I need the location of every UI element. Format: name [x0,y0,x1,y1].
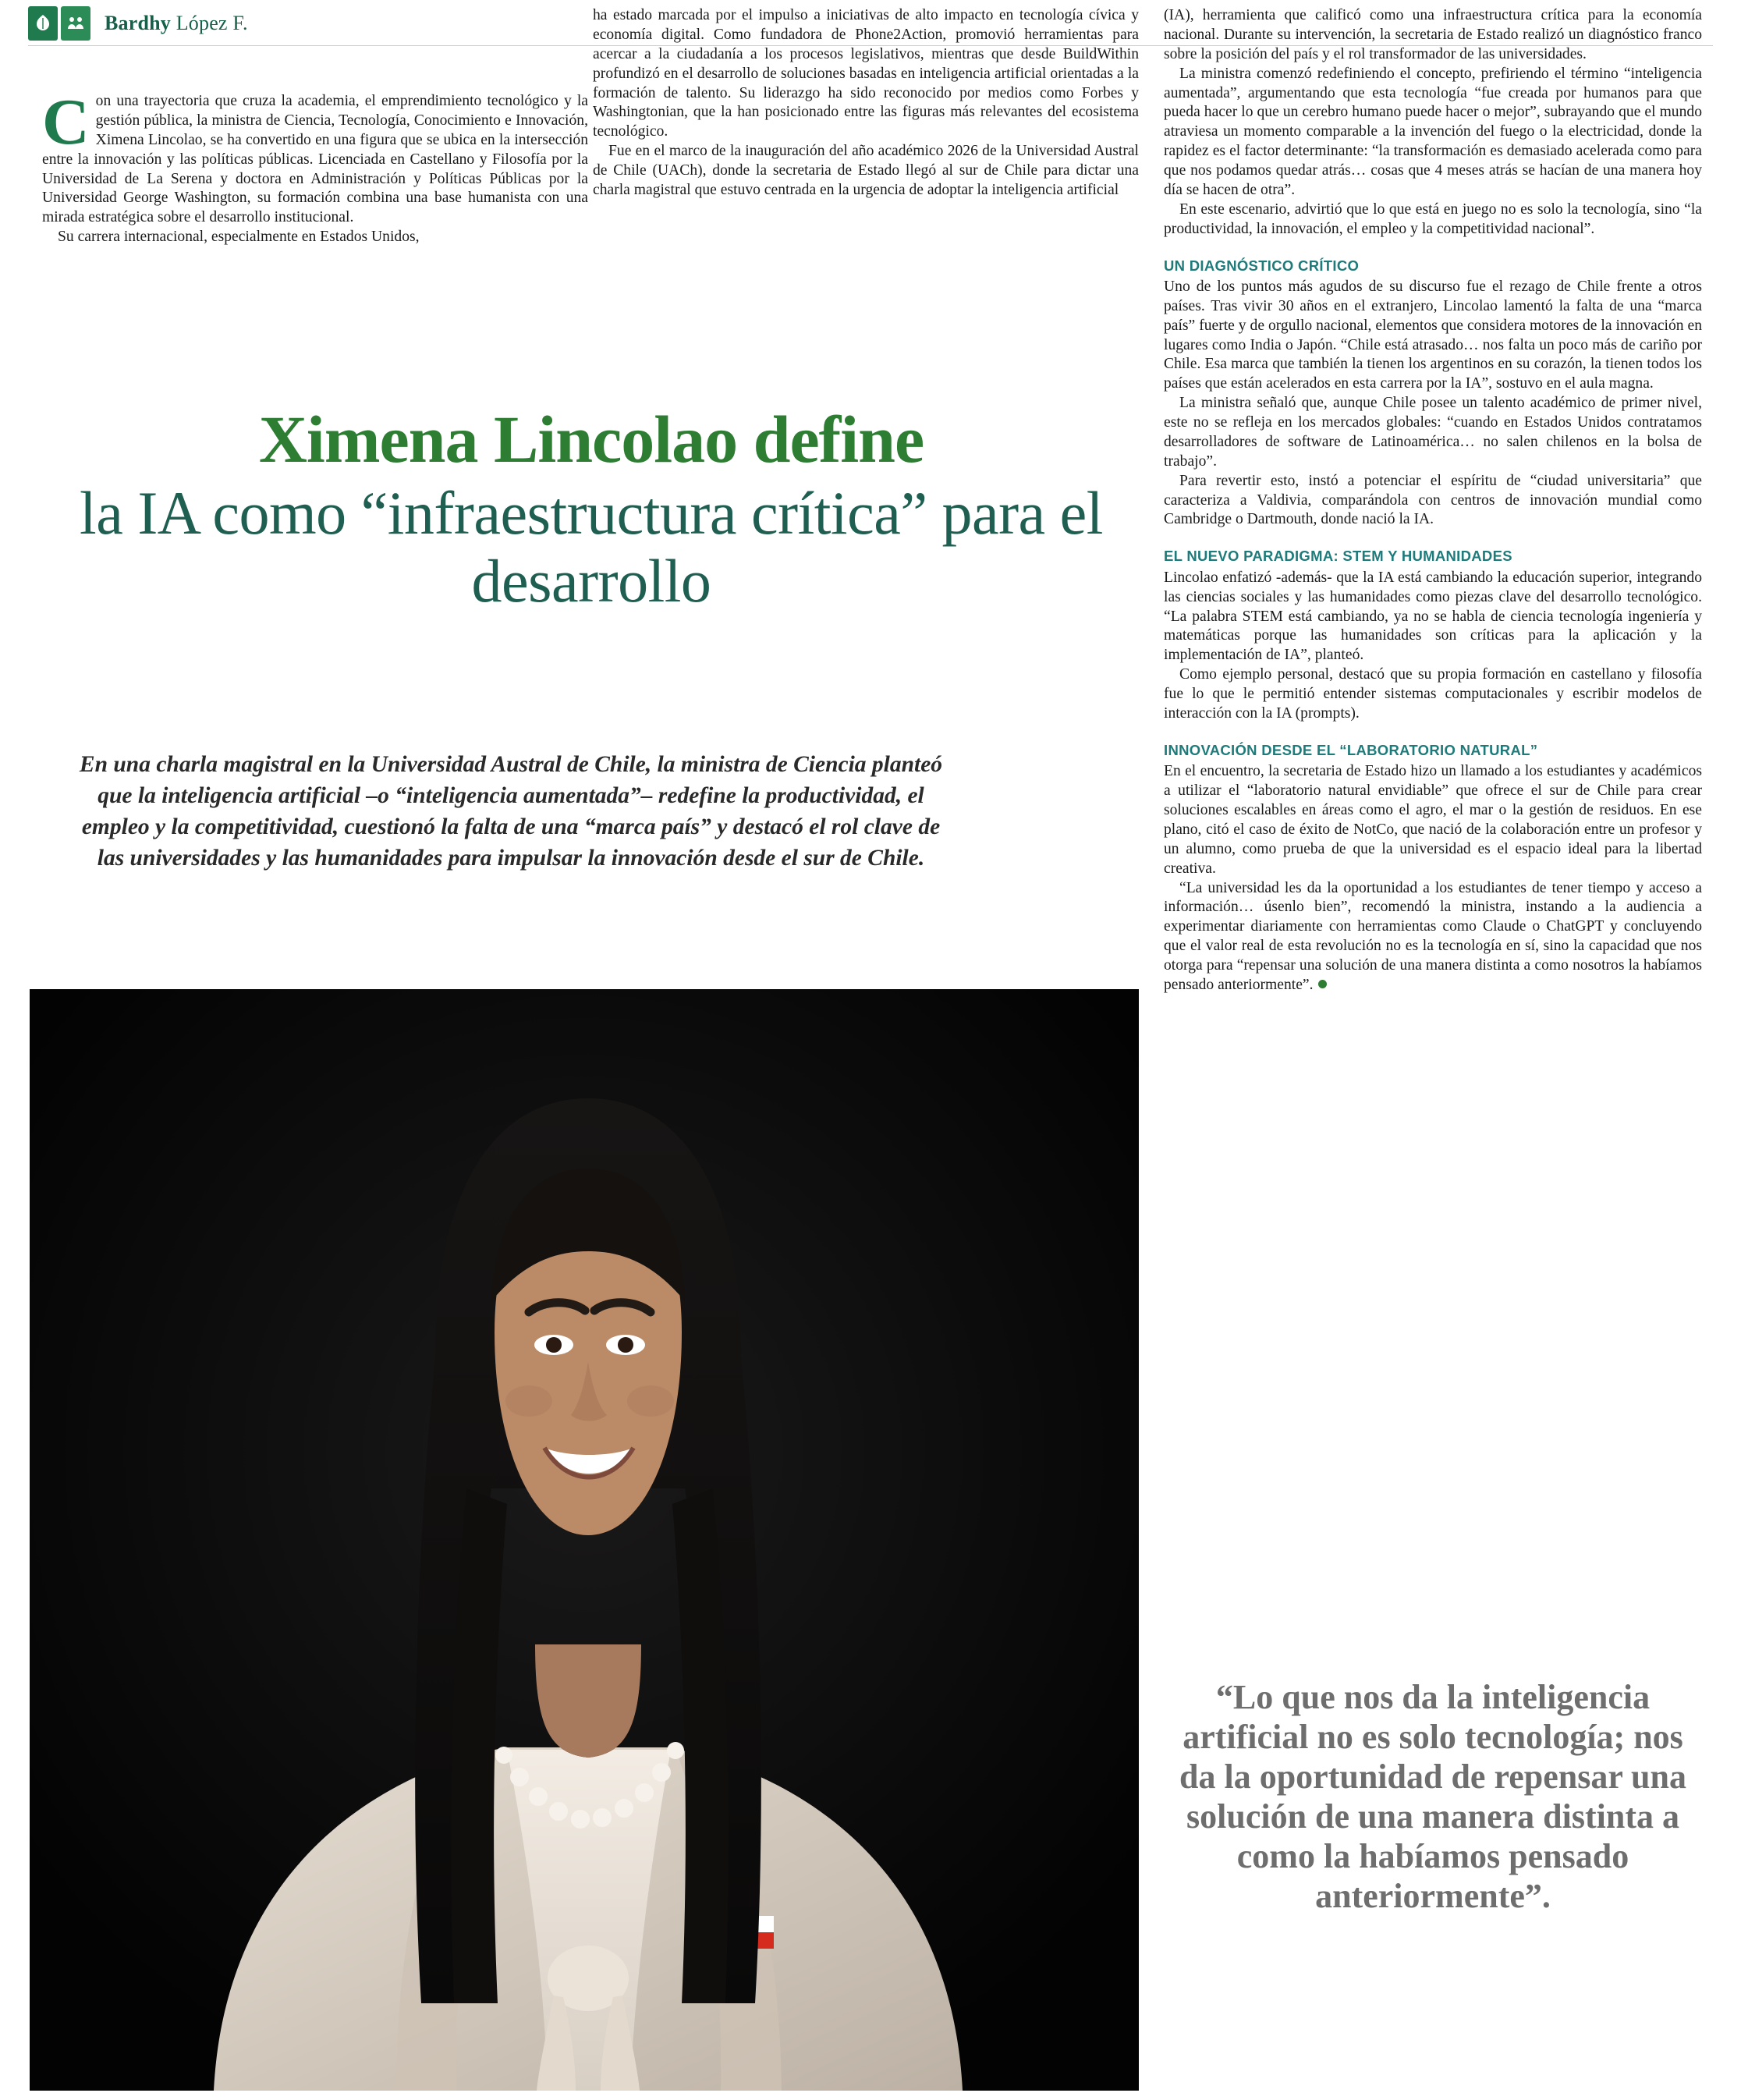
paragraph: Con una trayectoria que cruza la academia, el emprendimiento tecnológico y la gestión pública, la ministra de Ciencia, Tecnología, Conocimiento e Innovación, Ximena Lincolao, se ha convertido en una figura que se ubica en la intersección entre la innovación y las políticas públicas. Licenciada en Castellano y Filosofía por la Universidad de La Serena y doctora en Administración y Políticas Públicas por la Universidad George Washington, su formación combina una base humanista con una mirada estratégica sobre el desarrollo institucional. [42,86,588,226]
paragraph-text: “La universidad les da la oportunidad a los estudiantes de tener tiempo y acceso a información… úsenlo bien”, recomendó la ministra, instando a la audiencia a experimentar diariamente con herramientas como Claude o ChatGPT y concluyendo que el valor real de esta revolución no es la tecnología en sí, sino la capacidad que nos otorga para “repensar una solución de una manera distinta a como nosotros la habíamos pensado anteriormente”. [1164,879,1702,993]
standfirst: En una charla magistral en la Universidad Austral de Chile, la ministra de Ciencia planteó que la inteligencia artificial –o “inteligencia aumentada”– redefine la productividad, el empleo y la competitividad, cuestionó la falta de una “marca país” y destacó el rol clave de las universidades y las humanidades para impulsar la innovación desde el sur de Chile. [79,752,943,871]
recycle-leaf-icon [28,6,58,41]
headline-line-2: la IA como “infraestructura crítica” para el desarrollo [80,478,1103,615]
body-column-1 [42,86,588,247]
paragraph: La ministra señaló que, aunque Chile posee un talento académico de primer nivel, este no se refleja en los mercados globales: “cuando en Estados Unidos contratamos desarrolladores de software de Latinoamérica… no salen chilenos en la bolsa de trabajo”. [1164,395,1702,470]
paragraph: ha estado marcada por el impulso a iniciativas de alto impacto en tecnología cívica y economía digital. Como fundadora de Phone2Action, promovió herramientas para acercar a la ciudadanía a los procesos legislativos, mientras que desde BuildWithin profundizó en el desarrollo de soluciones basadas en inteligencia artificial orientadas a la formación de talento. Su liderazgo ha sido reconocido por medios como Forbes y Washingtonian, que la han posicionado entre las figuras más relevantes del ecosistema tecnológico. [593,7,1139,140]
paragraph: Para revertir esto, instó a potenciar el espíritu de “ciudad universitaria” que caracteriza a Valdivia, comparándola con centros de innovación mundial como Cambridge o Dartmouth, donde nació la IA. [1164,472,1702,528]
people-group-icon [61,6,90,41]
paragraph: Su carrera internacional, especialmente en Estados Unidos, [58,229,420,246]
body-column-2 [593,6,1139,200]
paragraph: Lincolao enfatizó -además- que la IA está cambiando la educación superior, integrando las ciencias sociales y las humanidades como piezas clave del desarrollo tecnológico. “La palabra STEM está cambiando, ya no se habla de ciencia tecnología ingeniería y matemáticas porque las humanidades son críticas para la aplicación y la implementación de IA”, planteó. [1164,569,1702,664]
masthead [28,6,248,41]
paragraph: En este escenario, advirtió que lo que está en juego no es solo la tecnología, sino “la productividad, la innovación, el empleo y la competitividad nacional”. [1164,200,1702,237]
paragraph: Fue en el marco de la inauguración del año académico 2026 de la Universidad Austral de Chile (UACh), donde la secretaria de Estado llegó al sur de Chile para dictar una charla magistral que estuvo centrada en la urgencia de adoptar la inteligencia artificial [593,143,1139,198]
article-photo [30,989,1139,2091]
byline-author-first: Bardhy [105,12,172,34]
headline-line-1: Ximena Lincolao define [258,402,924,477]
publication-logo [28,6,90,41]
section-subhead: INNOVACIÓN DESDE EL “LABORATORIO NATURAL” [1164,741,1538,758]
paragraph [1164,879,1702,995]
paragraph: Como ejemplo personal, destacó que su propia formación en castellano y filosofía fue lo que le permitió entender sistemas computacionales y escribir modelos de interacción con la IA (prompts). [1164,666,1702,722]
body-column-3 [1164,6,1702,995]
paragraph: En el encuentro, la secretaria de Estado hizo un llamado a los estudiantes y académicos a utilizar el “laboratorio natural envidiable” que ofrece el sur de Chile para crear soluciones escalables en áreas como el agro, el mar o la gestión de residuos. En ese plano, citó el caso de éxito de NotCo, que nació de la colaboración entre un profesor y un alumno, como prueba de que la universidad es el espacio ideal para la libertad creativa. [1164,763,1702,877]
byline-author-last: López F. [171,12,248,34]
paragraph: (IA), herramienta que calificó como una infraestructura crítica para la economía nacional. Durante su intervención, la secretaria de Estado realizó un diagnóstico franco sobre la posición del país y el rol transformador de las universidades. [1164,7,1702,62]
paragraph: La ministra comenzó redefiniendo el concepto, prefiriendo el término “inteligencia aumentada”, argumentando que esta tecnología “fue creada por humanos para que pueda hacer lo que un cerebro humano puede hacer o mejor”, subrayando que el mundo atraviesa un momento comparable a la invención del fuego o la electricidad, donde la rapidez es el factor determinante: “la transformación es demasiado acelerada como para que nos podamos quedar atrás… cosas que 4 meses atrás se hacían de una manera hoy día se hacen de otra”. [1164,65,1702,198]
page-title [45,402,1137,615]
pull-quote: “Lo que nos da la inteligencia artificial no es solo tecnología; nos da la oportunidad de repensar una solución de una manera distinta a como la habíamos pensado anteriormente”. [1179,1678,1686,1916]
end-mark-icon [1318,980,1327,988]
article-byline [105,12,248,35]
section-subhead: EL NUEVO PARADIGMA: STEM Y HUMANIDADES [1164,548,1512,565]
section-subhead: UN DIAGNÓSTICO CRÍTICO [1164,257,1360,274]
paragraph: Uno de los puntos más agudos de su discurso fue el rezago de Chile frente a otros países. Tras vivir 30 años en el extranjero, Lincolao lamentó la falta de una “marca país” fuerte y de orgullo nacional, elementos que considera motores de la innovación en lugares como India o Japón. “Chile está atrasado… nos falta un poco más de cariño por Chile. Esa marca que también la tienen los argentinos en su corazón, la tienen todos los países que están acelerados en esta carrera por la IA”, sostuvo en el aula magna. [1164,278,1702,392]
